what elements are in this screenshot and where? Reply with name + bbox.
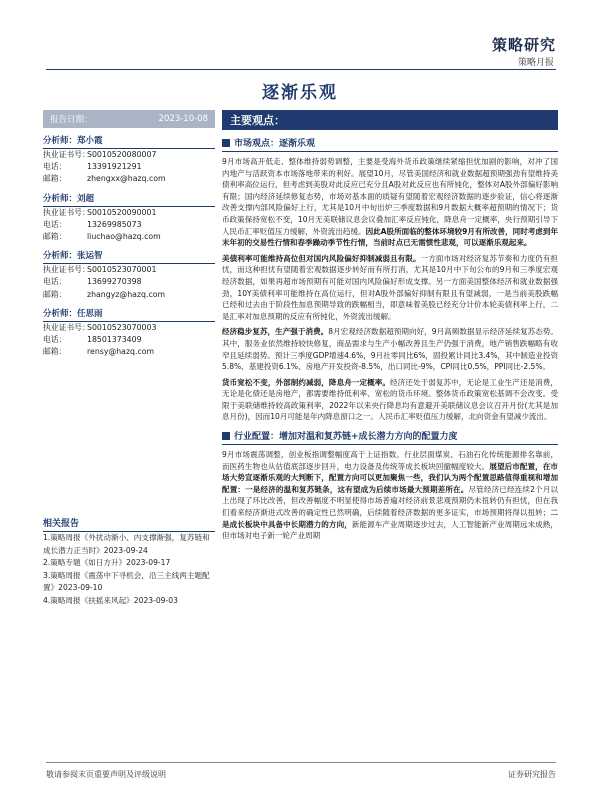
paragraph (222, 253, 558, 323)
license-row (43, 264, 215, 276)
paragraph-bold: 货币宽松不变，外部制约减弱，降息舟一定概率。 (222, 377, 391, 387)
paragraph-text: 9月市场震荡调整，创业板指调整幅度高于上证指数。行业层面煤炭、石油石化传统能源排名靠前，而医药生物也从估值底部逐步回升，电力设备及传统等成长板块回撤幅度较大。 (222, 450, 558, 471)
report-date: 2023-10-08 (158, 114, 208, 124)
email-key: 邮箱： (43, 289, 67, 299)
phone-key: 电话： (43, 162, 67, 172)
footer-disclaimer: 敬请参阅末页重要声明及评级说明 (46, 770, 166, 779)
license-value: S0010523070003 (87, 322, 157, 332)
related-report-item[interactable]: 3.策略周报《震荡中下寻机会，沿三主线两主题配置》2023-09-10 (43, 570, 210, 592)
email-row (43, 346, 215, 358)
paragraph-bold: 美债利率可能维持高位但对国内风险偏好抑制减弱且有限。 (222, 253, 421, 263)
license-key: 执业证书号： (43, 207, 90, 217)
left-sidebar (43, 110, 215, 358)
email-key: 邮箱： (43, 174, 67, 184)
report-date-bar (43, 110, 215, 128)
analyst-block (43, 307, 215, 359)
related-report-item[interactable]: 1.策略周报《外扰动渐小、内支撑渐强，复苏链和成长潜力正当时》2023-09-24 (43, 533, 210, 555)
email-row (43, 231, 215, 243)
email-key: 邮箱： (43, 232, 67, 242)
section-heading (222, 134, 558, 152)
paragraph-text: 8月宏观经济数据超预期向好，9月高频数据显示经济延续复苏态势。其中，服务业依然维持较快修复，商品需求与生产小幅改善且生产仍强于消费，地产销售跌幅略有收窄且延续弱势。预计三季度GDP增速4.6%，9月社零同比6%，固投累计同比3.4%，其中制造业投资5.8%、基建投资6.1%、房地产开发投资-8.5%，出口同比-9%，CPI同比0.5%，PPI同比-2.5%。 (222, 327, 558, 372)
license-key: 执业证书号： (43, 150, 90, 159)
phone-value: 13269985073 (87, 219, 142, 229)
license-value: S0010523070001 (87, 265, 157, 275)
section-marker-icon (222, 139, 230, 147)
paragraph-bold: 展望后市配置，在市场大势宣逐渐乐观的大判断下，配置方向可以更加聚焦一些，我们认为两个配置思路值得重视和增加配置：一是经济的温和复苏链条，这有望成为后续市场最大预期差所在。 (222, 461, 558, 494)
page-title: 逐渐乐观 (262, 83, 338, 103)
email-link[interactable]: liuchao@hazq.com (87, 232, 161, 242)
analyst-name: 分析师：刘超 (43, 192, 215, 207)
phone-value: 18501373409 (87, 335, 142, 345)
analyst-block (43, 249, 215, 301)
paragraph (222, 449, 558, 542)
section-marker-icon (222, 432, 230, 440)
license-row (43, 149, 215, 161)
paragraph-text: 9月市场高开低走、整体维持弱势调整，主要是受海外货币政策继续紧缩担忧加剧的影响，对冲了国内地产与活跃资本市场落地带来的利好。展望10月，尽管美国经济和就业数据超预期强劲有望维持美债利率高位运行，但考虑到美股对此反应已充分且A股对此反应也有所钝化，整体对A股外部偏好影响有限；国内经济延续修复态势，市场对基本面的质疑有望随着宏观经济数据的逐步验证，信心将逐渐改善支撑内部风险偏好上行，尤其是10月中旬出炉三季度数据和9月数据大概率超预期的情况下；货币政策保持宽松不变，10月无美联储议息会议叠加汇率反应钝化，降息舟一定概率，央行预期引导下人民币汇率贬值压力缓解，外资流出趋缓。 (222, 157, 558, 236)
license-row (43, 207, 215, 219)
license-row (43, 322, 215, 334)
license-value: S0010520090001 (87, 207, 157, 217)
main-points-bar: 主要观点： (222, 110, 558, 130)
paragraph-bold: 经济稳步复苏，生产强于消费。 (222, 327, 329, 337)
phone-key: 电话： (43, 277, 67, 287)
email-link[interactable]: zhengxx@hazq.com (87, 174, 166, 184)
paragraph-text: 新能源车产业周期逐步过去，人工智能新产业周期远未成熟，但市场对电子新一轮产业周期 (222, 519, 558, 541)
footer-divider (46, 762, 556, 763)
email-key: 邮箱： (43, 347, 67, 357)
phone-row (43, 276, 215, 288)
license-key: 执业证书号： (43, 265, 90, 275)
report-date-label: 报告日期： (50, 115, 93, 125)
email-link[interactable]: rensy@hazq.com (87, 347, 155, 357)
analyst-name: 分析师：任思雨 (43, 307, 215, 322)
analyst-block (43, 134, 215, 186)
related-report-item[interactable]: 4.策略周报《扶摇来风起》2023-09-03 (43, 595, 178, 605)
analyst-block (43, 192, 215, 244)
section-title: 市场观点：逐渐乐观 (234, 139, 316, 149)
paragraph (222, 326, 558, 372)
phone-row (43, 161, 215, 173)
paragraph (222, 377, 558, 423)
header-subtitle: 策略月报 (517, 58, 554, 68)
paragraph-text: 一方面市场对经济复苏节奏和力度仍有担忧，而这种担忧有望随着宏观数据逐步转好而有所打消，尤其是10月中下旬公布的9月和三季度宏观经济数据，如果再超市场预期有可能对国内风险偏好形成支撑。另一方面美国整体经济和就业数据强劲，10Y美债利率可能维持在高位运行，但对A股外部偏好抑制有限且有望减弱，一是当前美股跌幅已经和过去由于阶段性加息预期导致的跌幅相当，即意味着美股已经充分计价本轮美债利率上行，二是汇率对加息预期的反应有所钝化，外资流出缓解。 (222, 253, 558, 321)
paragraph-text: 经济还处于弱复苏中，无论是工业生产还是消费，无论是化债还是房地产，都需要维持低利率、宽松的货币环境。整体货币政策宽松基调不会改变。受限于美联储维持较高政策利率，2022年以来央行降息均有意避开美联储议息会议召开月份(尤其是加息月份)，因而10月可能是年内降息窗口之一。人民币汇率贬值压力缓解，北向资金有望减少流出。 (222, 377, 558, 422)
paragraph-bold: 二是成长板块中具备中长期潜力的方向， (222, 508, 558, 529)
section-title: 行业配置：增加对温和复苏链+成长潜力方向的配置力度 (234, 432, 458, 443)
phone-row (43, 219, 215, 231)
header-brand: 策略研究 (491, 36, 556, 54)
related-report-item[interactable]: 2.策略专题《如日方升》2023-09-17 (43, 558, 171, 567)
main-content (222, 110, 558, 542)
phone-row (43, 334, 215, 346)
footer-report-type: 证券研究报告 (508, 770, 556, 779)
license-value: S0010520080007 (87, 150, 157, 159)
phone-value: 13391921291 (87, 162, 142, 172)
paragraph-text: 尽管经济已经连续2个月以上出现了环比改善，但改善幅度不明显使得市场普遍对经济前景悲观预期仍未扭转仍有担忧，但在我们看来经济渐进式改善的确定性已然明确，后续随着经济数据的更多证实，市场预期将得以扭转； (222, 484, 558, 518)
phone-key: 电话： (43, 219, 67, 229)
email-row (43, 173, 215, 185)
email-row (43, 289, 215, 301)
license-key: 执业证书号： (43, 322, 90, 332)
analyst-name: 分析师：张运智 (43, 249, 215, 264)
phone-key: 电话： (43, 335, 67, 345)
related-reports-title: 相关报告 (43, 516, 215, 532)
analyst-name: 分析师：郑小霞 (43, 134, 215, 149)
email-link[interactable]: zhangyz@hazq.com (87, 289, 166, 299)
header-divider (46, 69, 556, 70)
related-reports-list (43, 532, 215, 607)
paragraph-bold: 因此A股所面临的整体环境较9月有所改善，同时考虑到年末年初的交易性行情和春季躁动季节性行情，当前时点已无需惯性悲观，可以逐渐乐观起来。 (222, 226, 558, 248)
paragraph (222, 156, 558, 249)
phone-value: 13699270398 (87, 277, 142, 287)
section-heading (222, 427, 558, 445)
